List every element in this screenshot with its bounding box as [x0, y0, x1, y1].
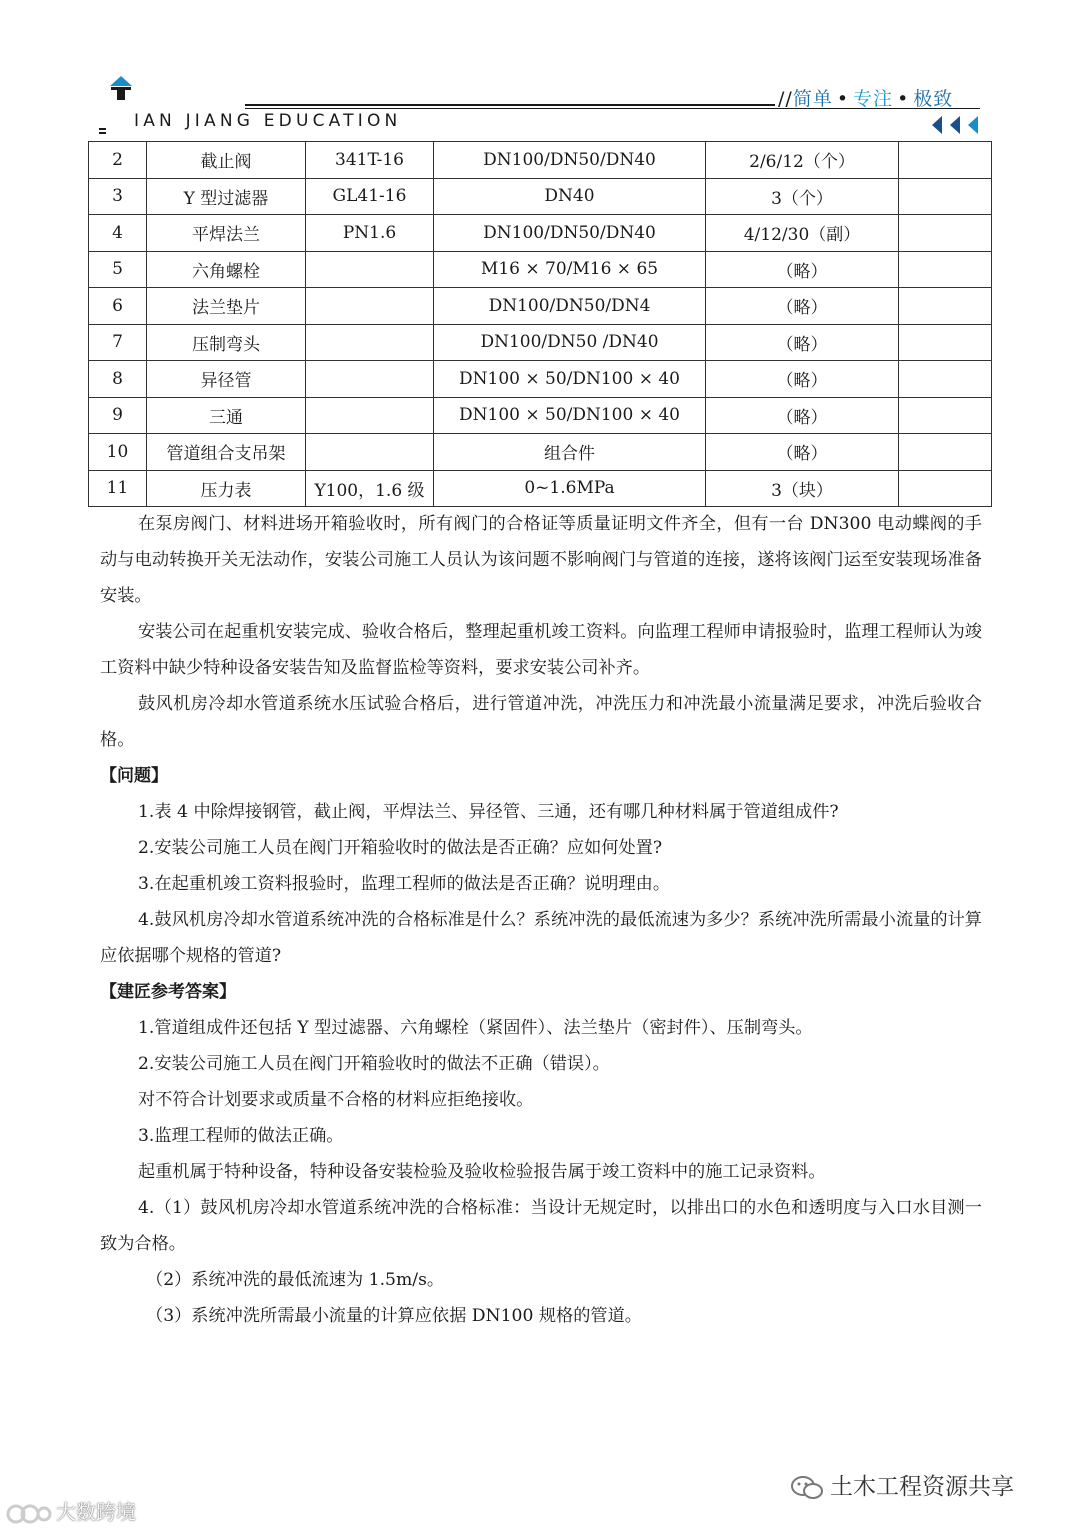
- table-row: [89, 178, 992, 215]
- table-row: [89, 470, 992, 507]
- question-4: 4.鼓风机房冷却水管道系统冲洗的合格标准是什么？系统冲洗的最低流速为多少？系统冲洗所需最小流量的计算应依据哪个规格的管道?: [100, 910, 982, 966]
- table-cell-spec: M16 × 70/M16 × 65: [434, 251, 706, 288]
- table-cell-qty: 3（个）: [706, 178, 899, 215]
- question-1: 1.表 4 中除焊接钢管，截止阀，平焊法兰、异径管、三通，还有哪几种材料属于管道组成件?: [138, 802, 839, 822]
- table-cell-note: [899, 361, 992, 398]
- table-row: [89, 324, 992, 361]
- slogan: [778, 84, 953, 111]
- slogan-slash: //: [778, 88, 793, 110]
- slogan-dot: •: [897, 88, 910, 110]
- table-cell-name: 法兰垫片: [147, 288, 306, 325]
- slogan-extreme: 极致: [913, 88, 954, 110]
- logo-icon: [106, 74, 136, 104]
- table-cell-name: 截止阀: [147, 142, 306, 179]
- table-cell-no: 5: [89, 251, 147, 288]
- answer-1: 1.管道组成件还包括 Y 型过滤器、六角螺栓（紧固件）、法兰垫片（密封件）、压制弯头。: [138, 1018, 813, 1038]
- table-cell-no: 6: [89, 288, 147, 325]
- answer-4-3: （3）系统冲洗所需最小流量的计算应依据 DN100 规格的管道。: [146, 1306, 642, 1326]
- brand-name: IAN JIANG EDUCATION: [134, 111, 402, 131]
- table-cell-note: [899, 288, 992, 325]
- table-row: [89, 251, 992, 288]
- slogan-focus: 专注: [853, 88, 894, 110]
- table-row: [89, 361, 992, 398]
- table-row: [89, 434, 992, 471]
- wechat-icon: [790, 1475, 824, 1501]
- table-cell-note: [899, 397, 992, 434]
- table-cell-name: 三通: [147, 397, 306, 434]
- table-cell-model: [306, 361, 434, 398]
- question-2: 2.安装公司施工人员在阀门开箱验收时的做法是否正确？应如何处置?: [138, 838, 663, 858]
- table-cell-qty: （略）: [706, 434, 899, 471]
- brand-dash: [99, 132, 106, 134]
- table-cell-note: [899, 178, 992, 215]
- answers-heading: 【建匠参考答案】: [100, 982, 236, 1002]
- answer-2-detail: 对不符合计划要求或质量不合格的材料应拒绝接收。: [138, 1090, 534, 1110]
- table-cell-name: 压制弯头: [147, 324, 306, 361]
- triple-arrow-icon: [930, 114, 986, 136]
- table-cell-qty: （略）: [706, 397, 899, 434]
- table-cell-model: GL41-16: [306, 178, 434, 215]
- table-cell-model: [306, 324, 434, 361]
- table-cell-no: 11: [89, 470, 147, 507]
- watermark-left-text: 大数跨境: [56, 1500, 136, 1524]
- table-cell-name: 平焊法兰: [147, 215, 306, 252]
- answer-4-2: （2）系统冲洗的最低流速为 1.5m/s。: [146, 1270, 445, 1290]
- paragraph: 安装公司在起重机安装完成、验收合格后，整理起重机竣工资料。向监理工程师申请报验时，监理工程师认为竣工资料中缺少特种设备安装告知及监督监检等资料，要求安装公司补齐。: [100, 622, 982, 678]
- table-cell-model: [306, 397, 434, 434]
- table-cell-qty: （略）: [706, 324, 899, 361]
- table-cell-qty: 3（块）: [706, 470, 899, 507]
- materials-table: [88, 141, 992, 507]
- table-cell-no: 4: [89, 215, 147, 252]
- answer-3-detail: 起重机属于特种设备，特种设备安装检验及验收检验报告属于竣工资料中的施工记录资料。: [138, 1162, 826, 1182]
- table-cell-note: [899, 434, 992, 471]
- brand-dash: [99, 128, 106, 130]
- answer-3: 3.监理工程师的做法正确。: [138, 1126, 344, 1146]
- table-cell-name: 六角螺栓: [147, 251, 306, 288]
- table-cell-model: [306, 434, 434, 471]
- questions-heading: 【问题】: [100, 766, 168, 786]
- table-cell-spec: DN40: [434, 178, 706, 215]
- table-cell-qty: 2/6/12（个）: [706, 142, 899, 179]
- paragraph: 在泵房阀门、材料进场开箱验收时，所有阀门的合格证等质量证明文件齐全，但有一台 DN300 电动蝶阀的手动与电动转换开关无法动作，安装公司施工人员认为该问题不影响阀门与管道的连接，遂将该阀门运至安装现场准备安装。: [100, 514, 982, 606]
- table-cell-no: 7: [89, 324, 147, 361]
- watermark-logo-icon: [6, 1503, 52, 1525]
- table-cell-no: 10: [89, 434, 147, 471]
- table-cell-spec: 组合件: [434, 434, 706, 471]
- table-cell-name: 异径管: [147, 361, 306, 398]
- table-cell-model: 341T-16: [306, 142, 434, 179]
- table-cell-qty: （略）: [706, 288, 899, 325]
- table-cell-model: Y100，1.6 级: [306, 470, 434, 507]
- question-3: 3.在起重机竣工资料报验时，监理工程师的做法是否正确？说明理由。: [138, 874, 671, 894]
- answer-2: 2.安装公司施工人员在阀门开箱验收时的做法不正确（错误）。: [138, 1054, 610, 1074]
- watermark-right: [790, 1468, 1014, 1501]
- table-cell-note: [899, 251, 992, 288]
- table-cell-spec: DN100 × 50/DN100 × 40: [434, 397, 706, 434]
- slogan-simple: 简单: [792, 88, 833, 110]
- table-row: [89, 397, 992, 434]
- table-cell-note: [899, 324, 992, 361]
- table-cell-qty: （略）: [706, 251, 899, 288]
- table-cell-spec: DN100 × 50/DN100 × 40: [434, 361, 706, 398]
- table-row: [89, 215, 992, 252]
- table-cell-spec: DN100/DN50 /DN40: [434, 324, 706, 361]
- table-row: [89, 288, 992, 325]
- table-cell-model: [306, 288, 434, 325]
- table-cell-no: 2: [89, 142, 147, 179]
- watermark-right-text: 土木工程资源共享: [830, 1474, 1014, 1500]
- table-cell-model: PN1.6: [306, 215, 434, 252]
- table-cell-qty: 4/12/30（副）: [706, 215, 899, 252]
- table-cell-no: 3: [89, 178, 147, 215]
- table-cell-name: Y 型过滤器: [147, 178, 306, 215]
- table-cell-no: 8: [89, 361, 147, 398]
- table-row: [89, 142, 992, 179]
- table-cell-no: 9: [89, 397, 147, 434]
- body-text: [100, 506, 982, 1334]
- table-cell-note: [899, 215, 992, 252]
- table-cell-note: [899, 470, 992, 507]
- table-cell-name: 管道组合支吊架: [147, 434, 306, 471]
- table-cell-note: [899, 142, 992, 179]
- table-cell-spec: DN100/DN50/DN4: [434, 288, 706, 325]
- table-cell-model: [306, 251, 434, 288]
- watermark-left: [6, 1496, 136, 1525]
- answer-4: 4.（1）鼓风机房冷却水管道系统冲洗的合格标准：当设计无规定时，以排出口的水色和透明度与入口水目测一致为合格。: [100, 1198, 982, 1254]
- table-cell-qty: （略）: [706, 361, 899, 398]
- table-cell-spec: DN100/DN50/DN40: [434, 142, 706, 179]
- table-cell-spec: 0~1.6MPa: [434, 470, 706, 507]
- paragraph: 鼓风机房冷却水管道系统水压试验合格后，进行管道冲洗，冲洗压力和冲洗最小流量满足要求，冲洗后验收合格。: [100, 694, 982, 750]
- slogan-dot: •: [836, 88, 850, 110]
- table-cell-spec: DN100/DN50/DN40: [434, 215, 706, 252]
- table-cell-name: 压力表: [147, 470, 306, 507]
- header-rule: [245, 104, 775, 106]
